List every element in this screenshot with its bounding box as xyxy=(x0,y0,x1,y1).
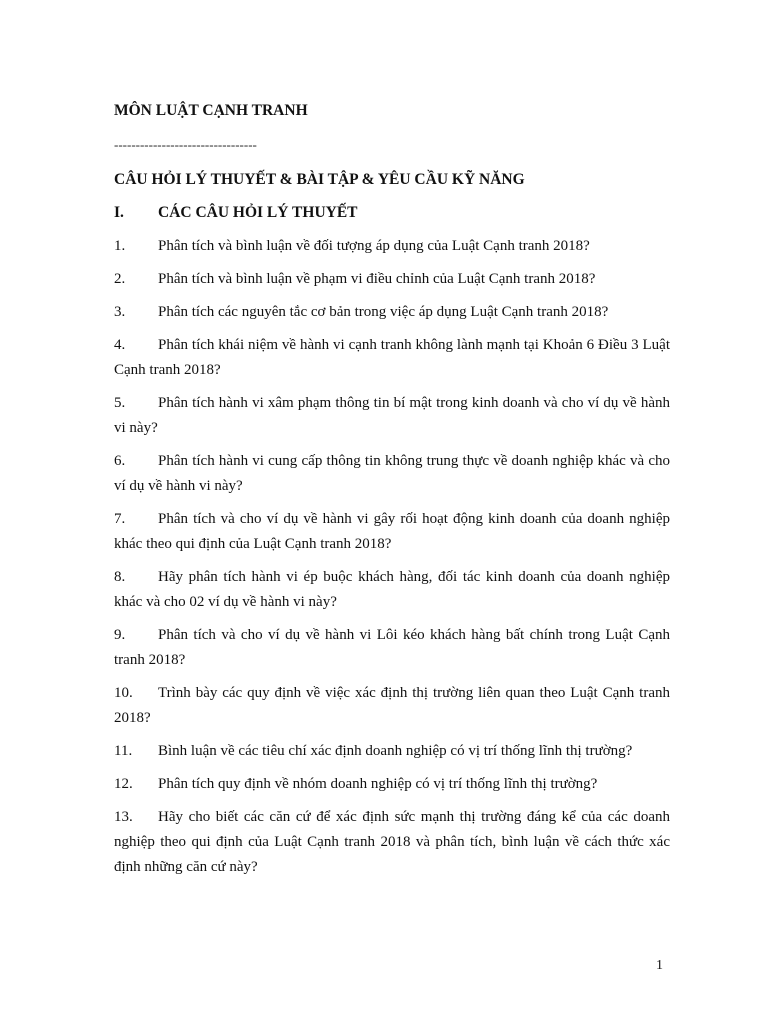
question-item xyxy=(114,507,670,557)
question-text: Phân tích và bình luận về phạm vi điều chỉnh của Luật Cạnh tranh 2018? xyxy=(158,271,596,287)
question-number: 5. xyxy=(114,395,126,411)
question-text: Bình luận về các tiêu chí xác định doanh nghiệp có vị trí thống lĩnh thị trường? xyxy=(158,743,633,759)
question-text: Hãy phân tích hành vi ép buộc khách hàng, đối tác kinh doanh của doanh nghiệp khác và cho 02 ví dụ về hành vi này? xyxy=(114,569,670,610)
question-number: 8. xyxy=(114,569,126,585)
question-text: Hãy cho biết các căn cứ để xác định sức mạnh thị trường đáng kể của các doanh nghiệp theo qui định của Luật Cạnh tranh 2018 và phân tích, bình luận về cách thức xác định những căn cứ này? xyxy=(114,809,670,875)
question-text: Trình bày các quy định về việc xác định thị trường liên quan theo Luật Cạnh tranh 2018? xyxy=(114,685,670,726)
question-number: 7. xyxy=(114,511,126,527)
question-item xyxy=(114,623,670,673)
question-item xyxy=(114,300,670,325)
question-number: 2. xyxy=(114,271,126,287)
question-item xyxy=(114,772,670,797)
section-title: CÁC CÂU HỎI LÝ THUYẾT xyxy=(158,204,358,221)
question-number: 1. xyxy=(114,238,126,254)
question-number: 13. xyxy=(114,809,133,825)
question-item xyxy=(114,805,670,880)
question-item xyxy=(114,391,670,441)
question-text: Phân tích các nguyên tắc cơ bản trong việc áp dụng Luật Cạnh tranh 2018? xyxy=(158,304,609,320)
question-text: Phân tích và cho ví dụ về hành vi gây rối hoạt động kinh doanh của doanh nghiệp khác theo qui định của Luật Cạnh tranh 2018? xyxy=(114,511,670,552)
title-divider: --------------------------------- xyxy=(114,137,257,152)
question-item xyxy=(114,333,670,383)
question-item xyxy=(114,449,670,499)
question-text: Phân tích hành vi cung cấp thông tin không trung thực về doanh nghiệp khác và cho ví dụ về hành vi này? xyxy=(114,453,670,494)
question-item xyxy=(114,681,670,731)
question-text: Phân tích quy định về nhóm doanh nghiệp có vị trí thống lĩnh thị trường? xyxy=(158,776,598,792)
question-item xyxy=(114,739,670,764)
question-number: 11. xyxy=(114,743,133,759)
section-number: I. xyxy=(114,204,124,221)
section-heading xyxy=(114,200,670,225)
question-text: Phân tích khái niệm về hành vi cạnh tranh không lành mạnh tại Khoản 6 Điều 3 Luật Cạnh tranh 2018? xyxy=(114,337,670,378)
question-number: 4. xyxy=(114,337,126,353)
document-subtitle: CÂU HỎI LÝ THUYẾT & BÀI TẬP & YÊU CẦU KỸ NĂNG xyxy=(114,171,525,188)
question-number: 3. xyxy=(114,304,126,320)
question-number: 9. xyxy=(114,627,126,643)
question-item xyxy=(114,565,670,615)
question-text: Phân tích và cho ví dụ về hành vi Lôi kéo khách hàng bất chính trong Luật Cạnh tranh 2018? xyxy=(114,627,670,668)
question-item xyxy=(114,234,670,259)
question-item xyxy=(114,267,670,292)
question-list xyxy=(114,234,670,880)
question-number: 10. xyxy=(114,685,133,701)
page-number: 1 xyxy=(656,958,663,973)
document-title: MÔN LUẬT CẠNH TRANH xyxy=(114,102,308,119)
question-number: 12. xyxy=(114,776,133,792)
question-text: Phân tích hành vi xâm phạm thông tin bí mật trong kinh doanh và cho ví dụ về hành vi này? xyxy=(114,395,670,436)
question-number: 6. xyxy=(114,453,126,469)
question-text: Phân tích và bình luận về đối tượng áp dụng của Luật Cạnh tranh 2018? xyxy=(158,238,590,254)
document-content xyxy=(114,98,670,888)
